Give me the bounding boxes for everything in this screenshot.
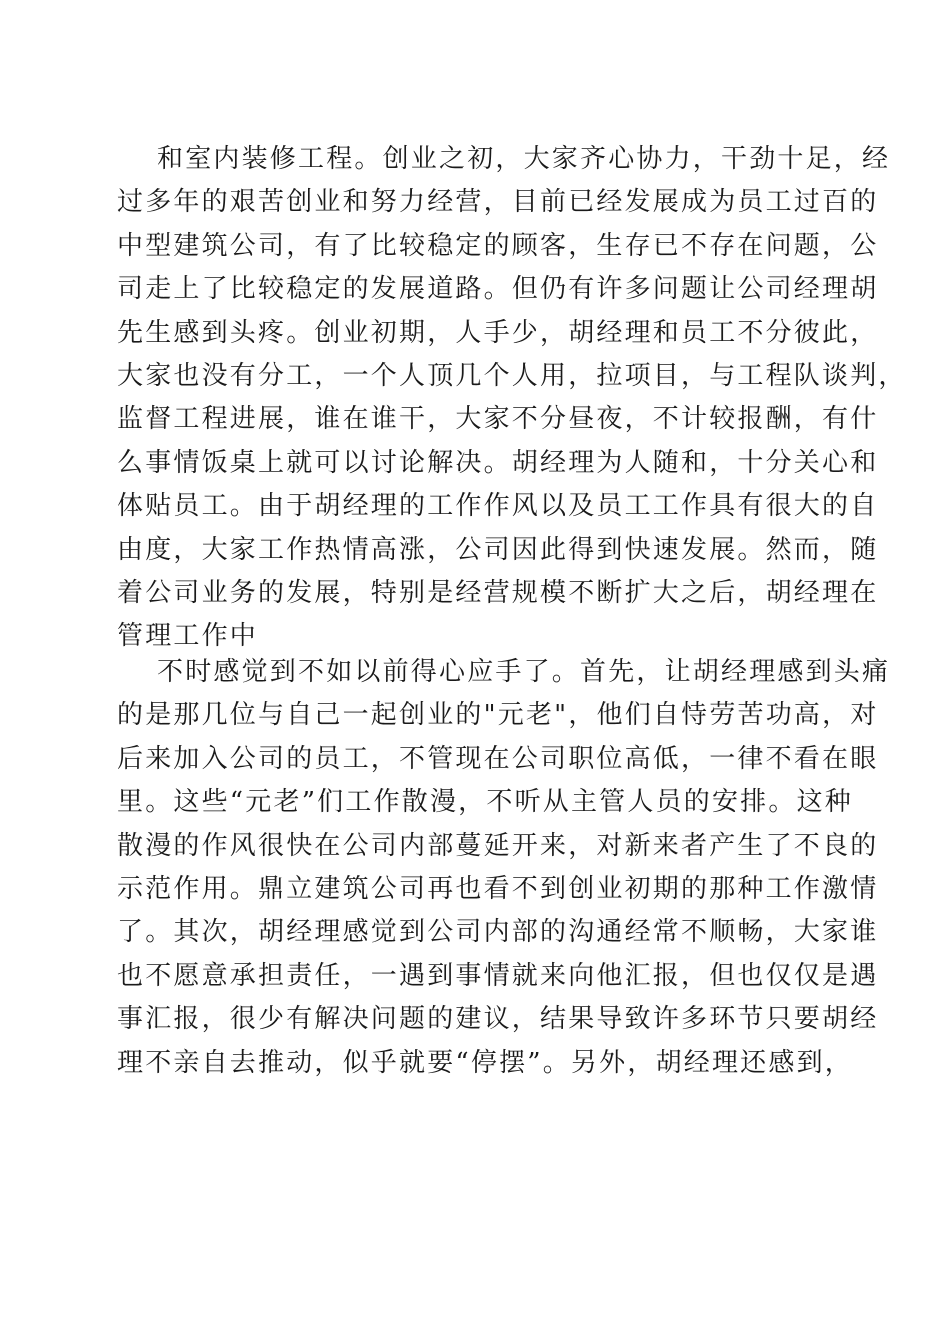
paragraph-1 <box>117 138 907 659</box>
text-line: 着公司业务的发展，特别是经营规模不断扩大之后，胡经理在 <box>117 577 879 608</box>
text-line: 么事情饭桌上就可以讨论解决。胡经理为人随和，十分关心和 <box>117 447 879 478</box>
text-line: 大家也没有分工，一个人顶几个人用，拉项目，与工程队谈判， <box>117 360 907 391</box>
text-line: 也不愿意承担责任，一遇到事情就来向他汇报，但也仅仅是遇 <box>117 960 879 991</box>
text-line: 由度，大家工作热情高涨，公司因此得到快速发展。然而，随 <box>117 534 879 565</box>
text-line: 司走上了比较稳定的发展道路。但仍有许多问题让公司经理胡 <box>117 274 879 305</box>
text-line: 事汇报，很少有解决问题的建议，结果导致许多环节只要胡经 <box>117 1004 879 1035</box>
text-line: 的是那几位与自己一起创业的"元老"，他们自恃劳苦功高，对 <box>117 700 879 731</box>
text-line: 不时感觉到不如以前得心应手了。首先，让胡经理感到头痛 <box>157 657 891 687</box>
text-line: 示范作用。鼎立建筑公司再也看不到创业初期的那种工作激情 <box>117 873 879 904</box>
text-line: 监督工程进展，谁在谁干，大家不分昼夜，不计较报酬，有什 <box>117 404 879 435</box>
text-line: 了。其次，胡经理感觉到公司内部的沟通经常不顺畅，大家谁 <box>117 917 879 948</box>
text-line: 先生感到头疼。创业初期，人手少，胡经理和员工不分彼此， <box>117 317 879 348</box>
text-line: 后来加入公司的员工，不管现在公司职位高低，一律不看在眼 <box>117 743 879 774</box>
paragraph-2 <box>117 651 891 1085</box>
text-line: 散漫的作风很快在公司内部蔓延开来，对新来者产生了不良的 <box>117 830 879 861</box>
text-line: 过多年的艰苦创业和努力经营，目前已经发展成为员工过百的 <box>117 187 879 218</box>
text-line: 中型建筑公司，有了比较稳定的顾客，生存已不存在问题，公 <box>117 230 879 261</box>
text-line: 体贴员工。由于胡经理的工作作风以及员工工作具有很大的自 <box>117 491 879 522</box>
text-line: 管理工作中 <box>117 621 259 652</box>
text-line: 和室内装修工程。创业之初，大家齐心协力，干劲十足，经 <box>157 144 891 174</box>
text-line: 理不亲自去推动，似乎就要“停摆”。另外，胡经理还感到， <box>117 1047 853 1078</box>
text-line: 里。这些“元老”们工作散漫，不听从主管人员的安排。这种 <box>117 787 853 818</box>
